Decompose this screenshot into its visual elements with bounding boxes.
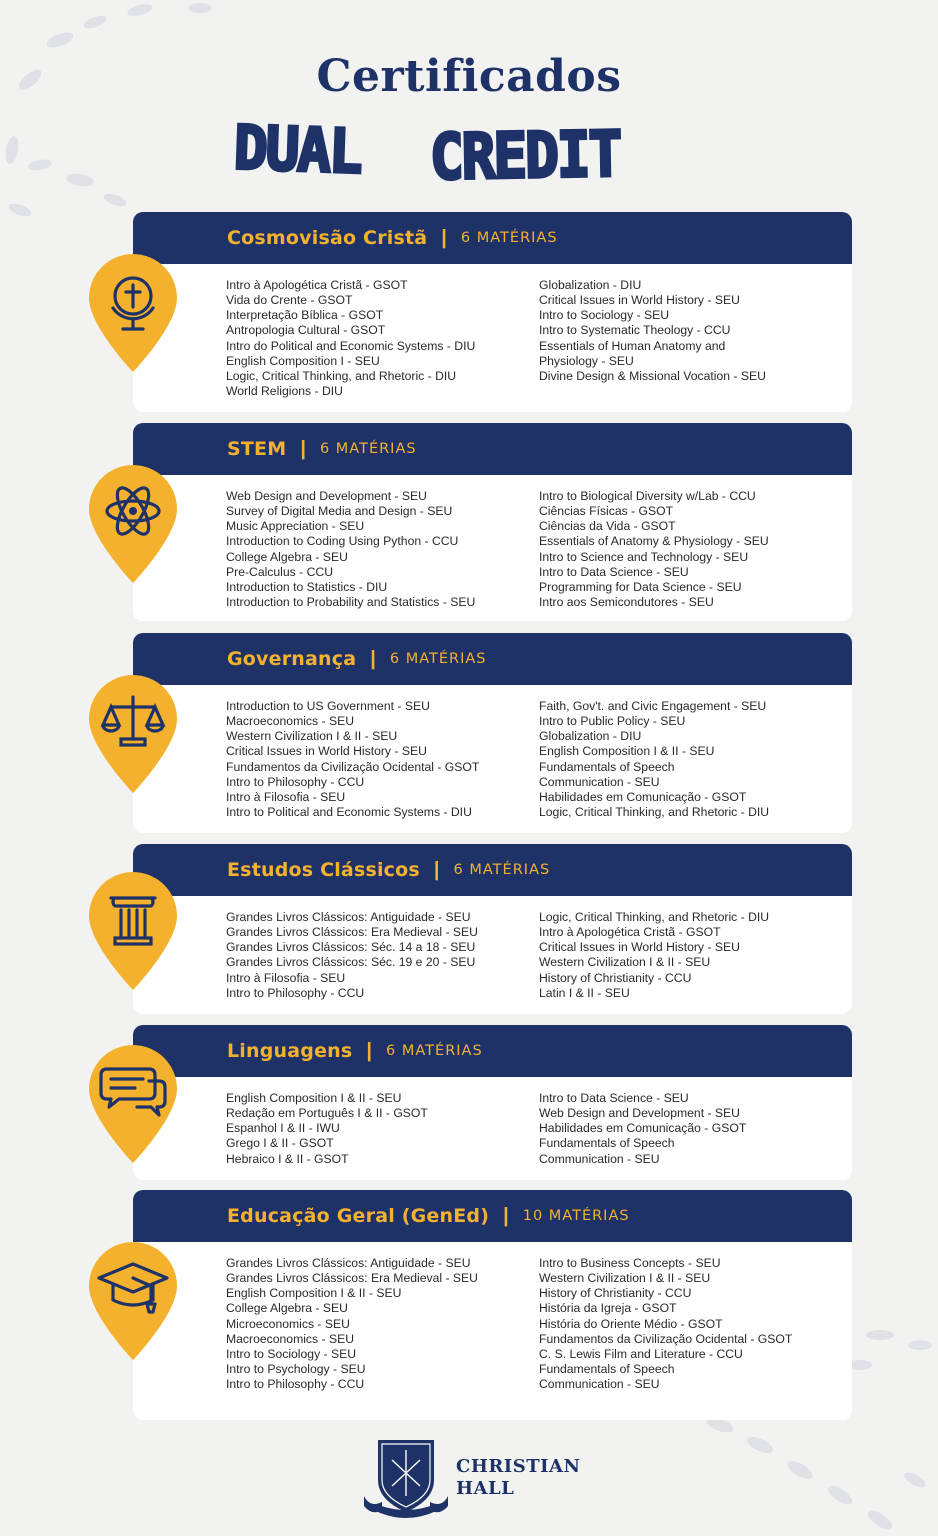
list-item: Physiology - SEU: [539, 353, 634, 368]
list-item: Intro to Sociology - SEU: [539, 308, 670, 323]
list-item: Redação em Português I & II - GSOT: [226, 1106, 428, 1121]
list-item: Introduction to Statistics - DIU: [226, 579, 388, 594]
list-item: Critical Issues in World History - SEU: [539, 940, 740, 955]
list-item: Critical Issues in World History - SEU: [539, 293, 740, 308]
list-item: Grandes Livros Clássicos: Séc. 19 e 20 - SEU: [226, 955, 476, 970]
list-item: Microeconomics - SEU: [226, 1316, 350, 1331]
list-item: Grandes Livros Clássicos: Antiguidade - SEU: [226, 1256, 471, 1270]
list-item: Antropologia Cultural - GSOT: [226, 323, 386, 338]
list-item: Grandes Livros Clássicos: Era Medieval - SEU: [226, 1271, 478, 1286]
list-item: Intro à Filosofia - SEU: [226, 789, 346, 804]
section-title: Estudos Clássicos: [227, 859, 420, 881]
list-item: Vida do Crente - GSOT: [226, 293, 353, 308]
section-count: 6 MATÉRIAS: [386, 1043, 483, 1059]
course-list-left: [226, 489, 539, 610]
page-title: Certificados: [316, 51, 622, 102]
list-item: Macroeconomics - SEU: [226, 714, 355, 729]
column-icon: [85, 872, 181, 992]
list-item: Web Design and Development - SEU: [539, 1106, 740, 1121]
list-item: Survey of Digital Media and Design - SEU: [226, 504, 453, 519]
list-item: Intro to Data Science - SEU: [539, 1091, 689, 1105]
list-item: Ciências da Vida - GSOT: [539, 519, 676, 534]
course-list-right: [539, 699, 852, 820]
course-list-left: [226, 699, 539, 820]
list-item: College Algebra - SEU: [226, 1301, 348, 1316]
section-count: 10 MATÉRIAS: [522, 1208, 630, 1224]
atom-icon: [85, 465, 181, 585]
list-item: Intro to Philosophy - CCU: [226, 774, 365, 789]
section-count: 6 MATÉRIAS: [319, 441, 417, 457]
section-header: [133, 1025, 852, 1077]
list-item: English Composition I & II - SEU: [226, 1091, 402, 1105]
course-list-right: [539, 1091, 852, 1167]
list-item: Grandes Livros Clássicos: Antiguidade - SEU: [226, 910, 471, 924]
list-item: Essentials of Anatomy & Physiology - SEU: [539, 534, 769, 549]
list-item: Globalization - DIU: [539, 278, 642, 292]
list-item: Intro à Apologética Cristã - GSOT: [226, 278, 408, 292]
logo-wordmark: [456, 1456, 580, 1500]
list-item: Western Civilization I & II - SEU: [226, 729, 398, 744]
list-item: History of Christianity - CCU: [539, 1286, 692, 1301]
section-title: Educação Geral (GenEd): [227, 1205, 490, 1227]
list-item: Logic, Critical Thinking, and Rhetoric - DIU: [539, 910, 770, 924]
section-header: [133, 1190, 852, 1242]
section-estudos-classicos: [133, 844, 852, 1014]
course-list-left: [226, 1256, 539, 1392]
list-item: Faith, Gov't. and Civic Engagement - SEU: [539, 699, 767, 713]
list-item: Introduction to Coding Using Python - CCU: [226, 534, 459, 549]
separator: |: [433, 858, 440, 881]
list-item: Grego I & II - GSOT: [226, 1136, 334, 1151]
list-item: Essentials of Human Anatomy and: [539, 338, 726, 353]
course-list-right: [539, 278, 852, 399]
list-item: Intro to Public Policy - SEU: [539, 714, 686, 729]
section-title: Governança: [227, 648, 357, 670]
subtitle-word-dual: DUAL: [232, 113, 363, 188]
list-item: Intro to Political and Economic Systems - DIU: [226, 805, 472, 820]
list-item: Grandes Livros Clássicos: Era Medieval - SEU: [226, 925, 478, 940]
section-title: Cosmovisão Cristã: [227, 227, 428, 249]
list-item: Divine Design & Missional Vocation - SEU: [539, 368, 766, 383]
shield-crest-icon: [360, 1436, 452, 1524]
section-count: 6 MATÉRIAS: [460, 230, 558, 246]
list-item: Fundamentals of Speech: [539, 759, 675, 774]
list-item: Introduction to US Government - SEU: [226, 699, 430, 713]
section-header: [133, 633, 852, 685]
list-item: C. S. Lewis Film and Literature - CCU: [539, 1346, 743, 1361]
list-item: Macroeconomics - SEU: [226, 1331, 355, 1346]
separator: |: [441, 226, 447, 249]
list-item: Intro to Data Science - SEU: [539, 564, 689, 579]
section-educacao-geral: [133, 1190, 852, 1420]
scales-icon: [85, 675, 181, 795]
list-item: Music Appreciation - SEU: [226, 519, 365, 534]
list-item: Intro to Philosophy - CCU: [226, 985, 365, 1000]
separator: |: [300, 437, 306, 460]
list-item: Interpretação Bíblica - GSOT: [226, 308, 384, 323]
list-item: English Composition I & II - SEU: [226, 1286, 402, 1301]
page-subtitle: [232, 108, 704, 195]
list-item: Intro to Business Concepts - SEU: [539, 1256, 721, 1270]
list-item: College Algebra - SEU: [226, 549, 348, 564]
section-cosmovisao: [133, 212, 852, 412]
section-stem: [133, 423, 852, 621]
list-item: Intro aos Semicondutores - SEU: [539, 595, 714, 610]
list-item: Fundamentos da Civilização Ocidental - GSOT: [539, 1331, 793, 1346]
list-item: Fundamentals of Speech: [539, 1362, 675, 1377]
list-item: História da Igreja - GSOT: [539, 1301, 677, 1316]
list-item: História do Oriente Médio - GSOT: [539, 1316, 723, 1331]
list-item: Communication - SEU: [539, 1151, 660, 1166]
list-item: Web Design and Development - SEU: [226, 489, 427, 503]
logo-line-2: HALL: [456, 1478, 515, 1499]
list-item: Pre-Calculus - CCU: [226, 564, 333, 579]
list-item: Critical Issues in World History - SEU: [226, 744, 427, 759]
subtitle-word-credit: CREDIT: [429, 118, 621, 195]
list-item: Intro to Biological Diversity w/Lab - CCU: [539, 489, 756, 503]
section-count: 6 MATÉRIAS: [389, 651, 487, 667]
list-item: Fundamentos da Civilização Ocidental - GSOT: [226, 759, 480, 774]
section-header: [133, 844, 852, 896]
chat-bubbles-icon: [85, 1045, 181, 1165]
list-item: English Composition I - SEU: [226, 353, 380, 368]
list-item: Programming for Data Science - SEU: [539, 579, 742, 594]
section-title: STEM: [227, 438, 287, 460]
list-item: Fundamentals of Speech: [539, 1136, 675, 1151]
list-item: Intro do Political and Economic Systems - DIU: [226, 338, 476, 353]
list-item: Intro to Systematic Theology - CCU: [539, 323, 731, 338]
list-item: History of Christianity - CCU: [539, 970, 692, 985]
course-list-right: [539, 910, 852, 1001]
list-item: Introduction to Probability and Statistics - SEU: [226, 595, 476, 610]
list-item: Intro to Psychology - SEU: [226, 1362, 366, 1377]
separator: |: [370, 647, 376, 670]
list-item: Intro to Science and Technology - SEU: [539, 549, 749, 564]
separator: |: [503, 1204, 509, 1227]
course-list-right: [539, 1256, 852, 1392]
section-header: [133, 423, 852, 475]
list-item: Communication - SEU: [539, 774, 660, 789]
list-item: Latin I & II - SEU: [539, 985, 630, 1000]
list-item: Intro to Philosophy - CCU: [226, 1377, 365, 1392]
course-list-left: [226, 910, 539, 1001]
list-item: Communication - SEU: [539, 1377, 660, 1392]
list-item: English Composition I & II - SEU: [539, 744, 715, 759]
graduation-cap-icon: [85, 1242, 181, 1362]
course-list-left: [226, 278, 539, 399]
separator: |: [366, 1039, 373, 1062]
list-item: Western Civilization I & II - SEU: [539, 1271, 711, 1286]
course-list-right: [539, 489, 852, 610]
section-header: [133, 212, 852, 264]
section-count: 6 MATÉRIAS: [453, 862, 551, 878]
list-item: Habilidades em Comunicação - GSOT: [539, 789, 747, 804]
list-item: Western Civilization I & II - SEU: [539, 955, 711, 970]
section-governanca: [133, 633, 852, 833]
list-item: Intro à Apologética Cristã - GSOT: [539, 925, 721, 940]
list-item: Hebraico I & II - GSOT: [226, 1151, 349, 1166]
christian-hall-logo: [360, 1436, 600, 1526]
list-item: Habilidades em Comunicação - GSOT: [539, 1121, 747, 1136]
list-item: Logic, Critical Thinking, and Rhetoric - DIU: [539, 805, 770, 820]
list-item: Intro to Sociology - SEU: [226, 1346, 357, 1361]
logo-line-1: CHRISTIAN: [456, 1456, 581, 1477]
list-item: Logic, Critical Thinking, and Rhetoric - DIU: [226, 368, 457, 383]
list-item: Espanhol I & II - IWU: [226, 1121, 340, 1136]
list-item: World Religions - DIU: [226, 384, 343, 399]
header: [0, 50, 938, 195]
list-item: Globalization - DIU: [539, 729, 642, 744]
list-item: Grandes Livros Clássicos: Séc. 14 a 18 - SEU: [226, 940, 476, 955]
list-item: Ciências Físicas - GSOT: [539, 504, 674, 519]
section-linguagens: [133, 1025, 852, 1180]
course-list-left: [226, 1091, 539, 1167]
list-item: Intro à Filosofia - SEU: [226, 970, 346, 985]
section-title: Linguagens: [227, 1040, 353, 1062]
globe-cross-icon: [85, 254, 181, 374]
